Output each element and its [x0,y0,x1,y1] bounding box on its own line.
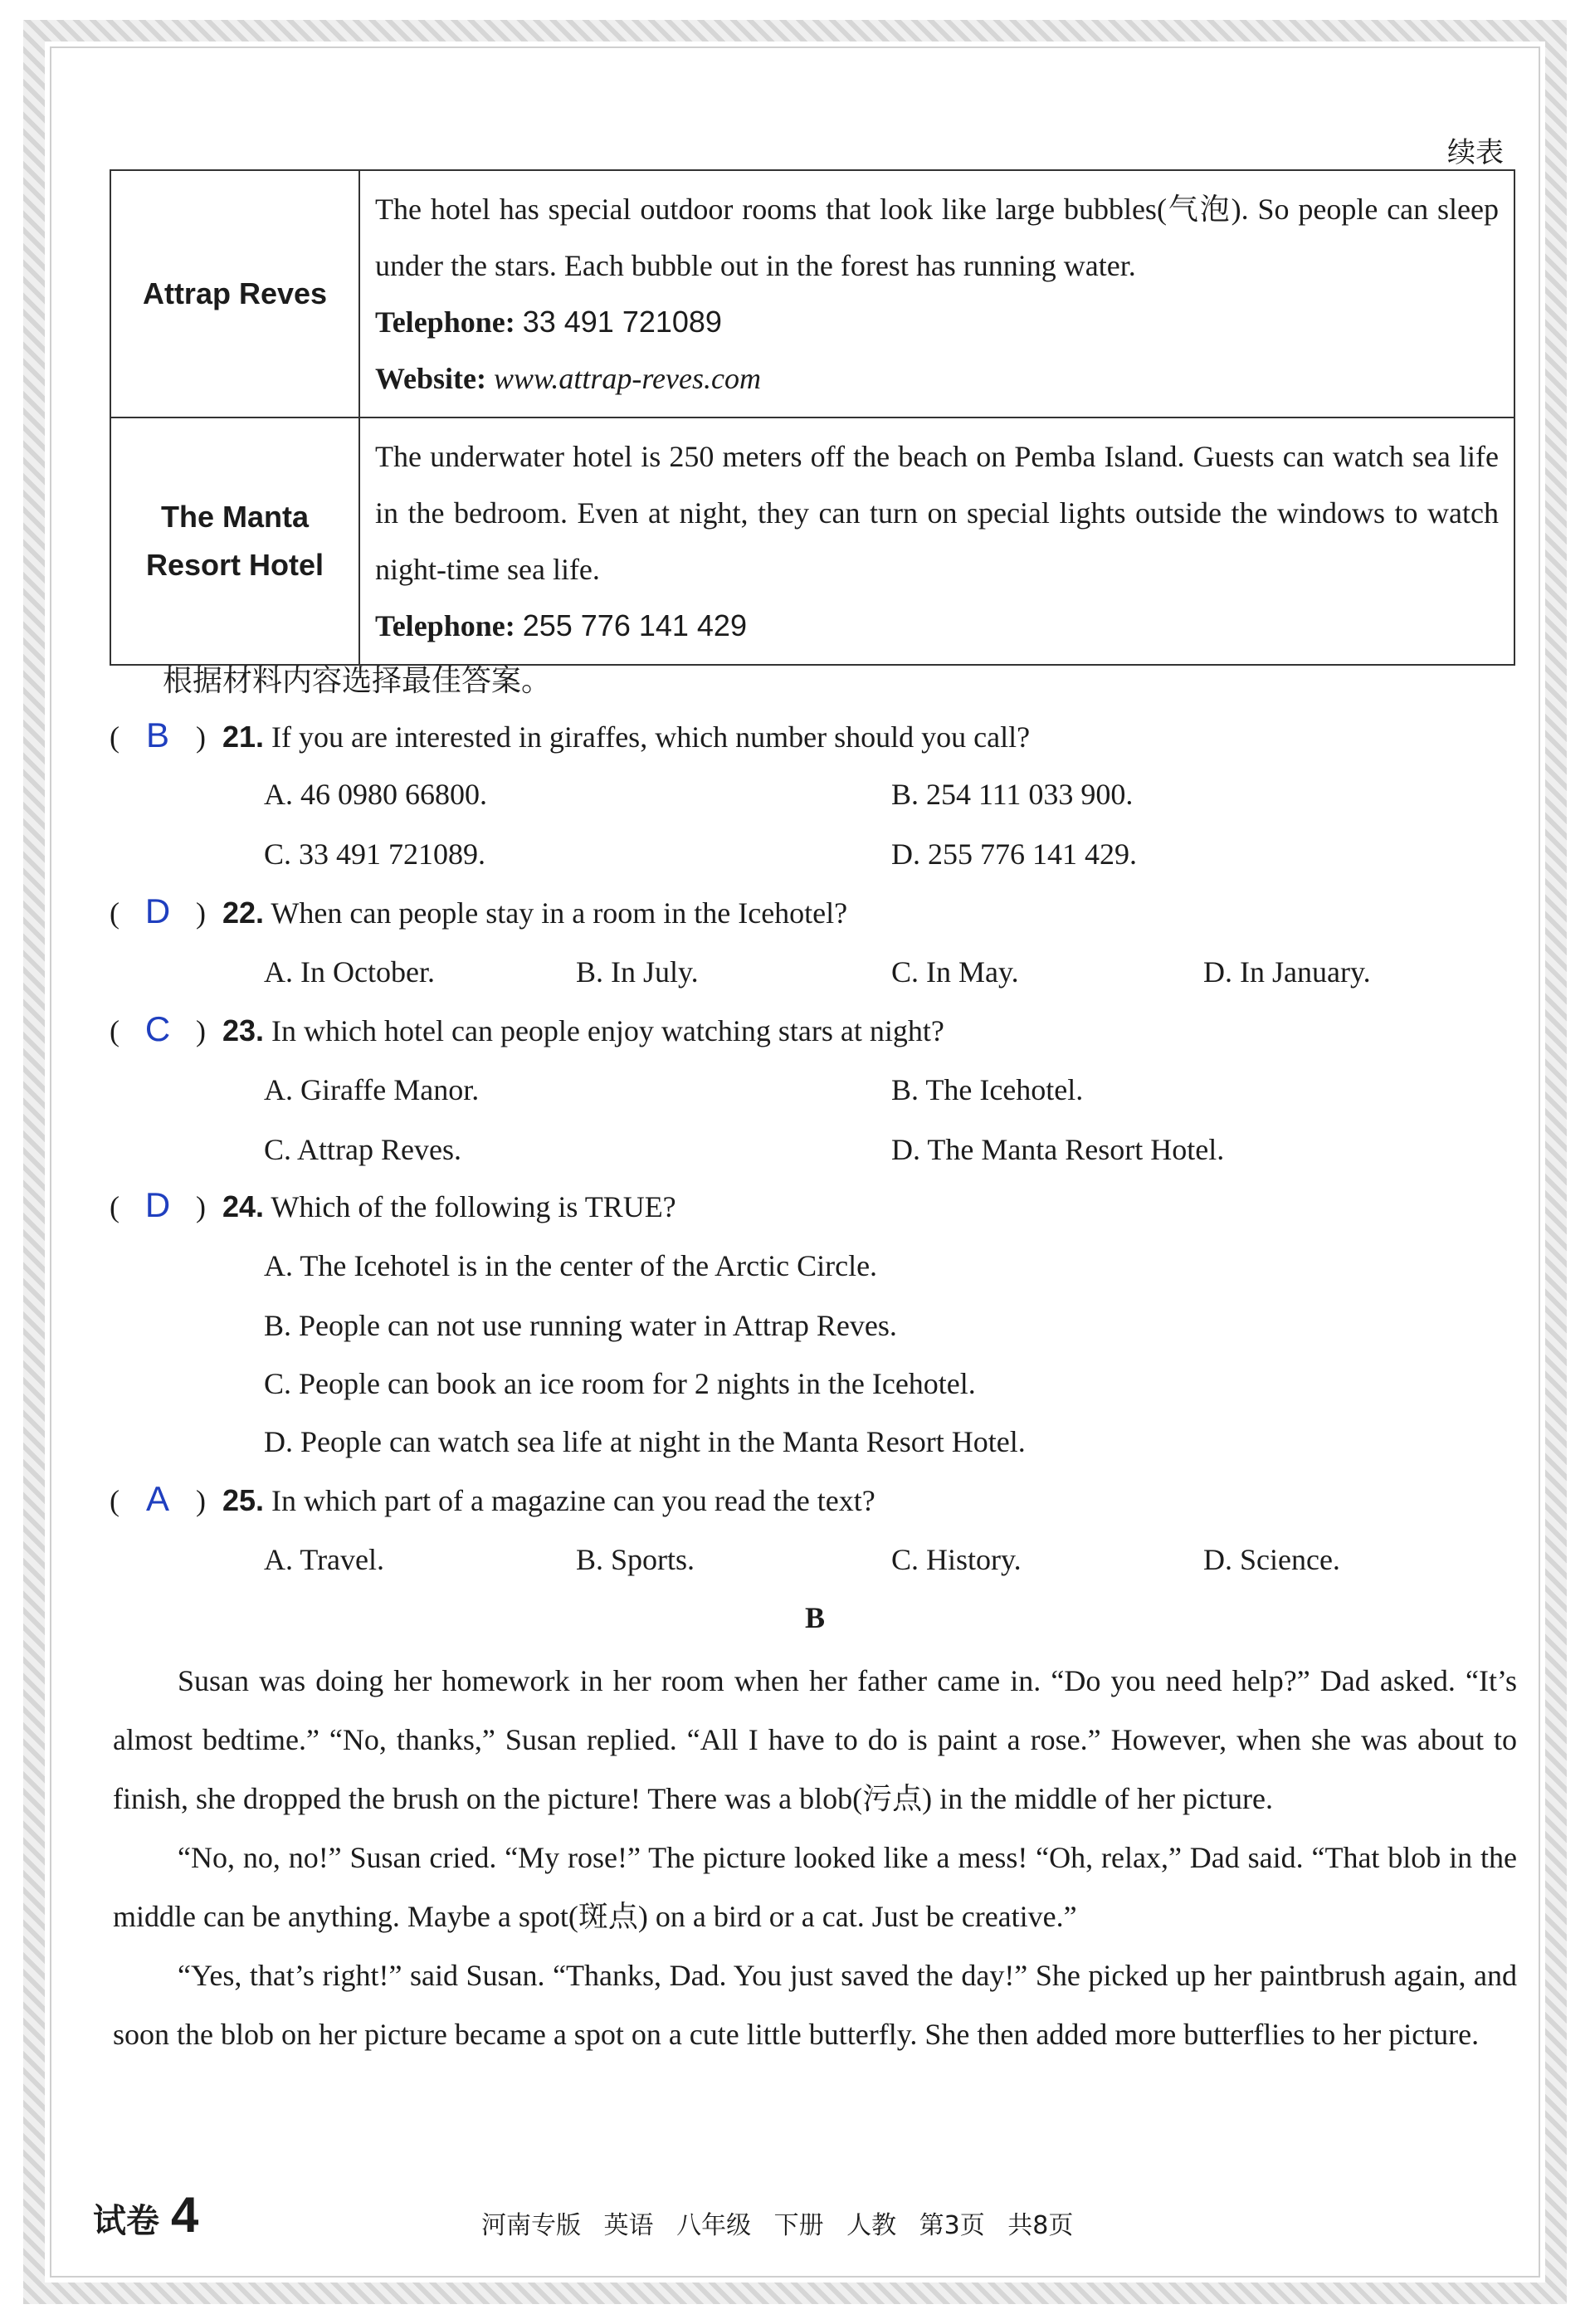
answer-mark: B [145,715,169,754]
option: A. Travel. [264,1543,385,1576]
option: D. People can watch sea life at night in the Manta Resort Hotel. [264,1425,1026,1458]
question [110,1479,875,1519]
hotel-name-cell [110,417,359,665]
question-number: 22. [222,896,265,930]
question [110,715,1030,755]
hotel-name-line: The Manta [160,500,309,534]
answer-mark: A [145,1479,169,1518]
option: B. 254 111 033 900. [891,778,1134,811]
table-row [110,170,1514,417]
question-text: If you are interested in giraffes, which number should you call? [271,720,1031,754]
option: C. People can book an ice room for 2 nights in the Icehotel. [264,1367,976,1400]
option: D. 255 776 141 429. [891,837,1137,871]
option: C. 33 491 721089. [264,837,486,871]
question-number: 25. [222,1483,265,1517]
option: D. In January. [1203,955,1371,989]
question-text: When can people stay in a room in the Icehotel? [271,896,848,930]
answer-paren: ( B ) [110,715,206,754]
answer-mark: D [144,1185,171,1224]
hotel-table [110,169,1515,666]
question-number: 21. [222,720,265,754]
question-number: 23. [222,1013,265,1047]
question-text: Which of the following is TRUE? [271,1190,676,1223]
hotel-name-line: Resort Hotel [145,548,324,582]
paragraph: “No, no, no!” Susan cried. “My rose!” The picture looked like a mess! “Oh, relax,” Dad said. “That blob in the middle can be anything. Maybe a spot(斑点) on a bird or a cat. Just be creative.” [113,1841,1517,1933]
hotel-description-cell [359,417,1514,665]
option: A. Giraffe Manor. [264,1073,480,1106]
question [110,1009,944,1049]
reading-passage [113,1652,1517,2064]
hotel-name-cell [110,170,359,417]
question-text: In which part of a magazine can you read the text? [271,1484,875,1517]
option: B. The Icehotel. [891,1073,1084,1106]
question [110,1185,676,1225]
option: D. Science. [1203,1543,1340,1576]
paper-label: 试卷 4 [93,2187,199,2243]
option: B. In July. [576,955,699,989]
answer-paren: ( D ) [110,891,206,930]
instruction: 根据材料内容选择最佳答案。 [163,664,552,698]
hotel-telephone: Telephone: 255 776 141 429 [375,608,747,642]
hotel-description: The hotel has special outdoor rooms that look like large bubbles(气泡). So people can sleep under the stars. Each bubble out in the forest has running water. [375,193,1499,282]
answer-paren: ( A ) [110,1479,206,1518]
answer-mark: D [144,891,171,930]
question-text: In which hotel can people enjoy watching stars at night? [271,1014,944,1047]
answer-mark: C [144,1009,171,1048]
option: B. People can not use running water in Attrap Reves. [264,1309,897,1342]
footer-info: 河南专版 英语 八年级 下册 人教 第3页 共8页 [481,2211,1074,2240]
hotel-name: Attrap Reves [142,276,328,310]
option: C. In May. [891,955,1019,989]
section-heading: B [805,1601,826,1634]
answer-paren: ( C ) [110,1009,206,1048]
hotel-description-cell [359,170,1514,417]
option: C. History. [891,1543,1022,1576]
table-row [110,417,1514,665]
option: A. The Icehotel is in the center of the Arctic Circle. [264,1249,878,1282]
option: A. In October. [264,955,435,989]
question-number: 24. [222,1189,265,1223]
question [110,891,847,931]
paper-number: 4 [170,2187,199,2243]
option: A. 46 0980 66800. [264,778,487,811]
answer-paren: ( D ) [110,1185,206,1224]
hotel-telephone: Telephone: 33 491 721089 [375,305,722,339]
continued-label: 续表 [1447,136,1504,169]
option: C. Attrap Reves. [264,1133,461,1166]
option: D. The Manta Resort Hotel. [891,1133,1225,1166]
option: B. Sports. [576,1543,695,1576]
hotel-website: Website: www.attrap-reves.com [375,362,761,395]
paragraph: “Yes, that’s right!” said Susan. “Thanks, Dad. You just saved the day!” She picked up her paintbrush again, and soon the blob on her picture became a spot on a cute little butterfly. She then added more butterflies to her picture. [113,1959,1517,2051]
hotel-description: The underwater hotel is 250 meters off the beach on Pemba Island. Guests can watch sea life in the bedroom. Even at night, they can turn on special lights outside the windows to watch night-time sea life. [375,440,1499,586]
paragraph: Susan was doing her homework in her room when her father came in. “Do you need help?” Dad asked. “It’s almost bedtime.” “No, thanks,” Susan replied. “All I have to do is paint a rose.” However, when she was about to finish, she dropped the brush on the picture! There was a blob(污点) in the middle of her picture. [113,1664,1517,1815]
